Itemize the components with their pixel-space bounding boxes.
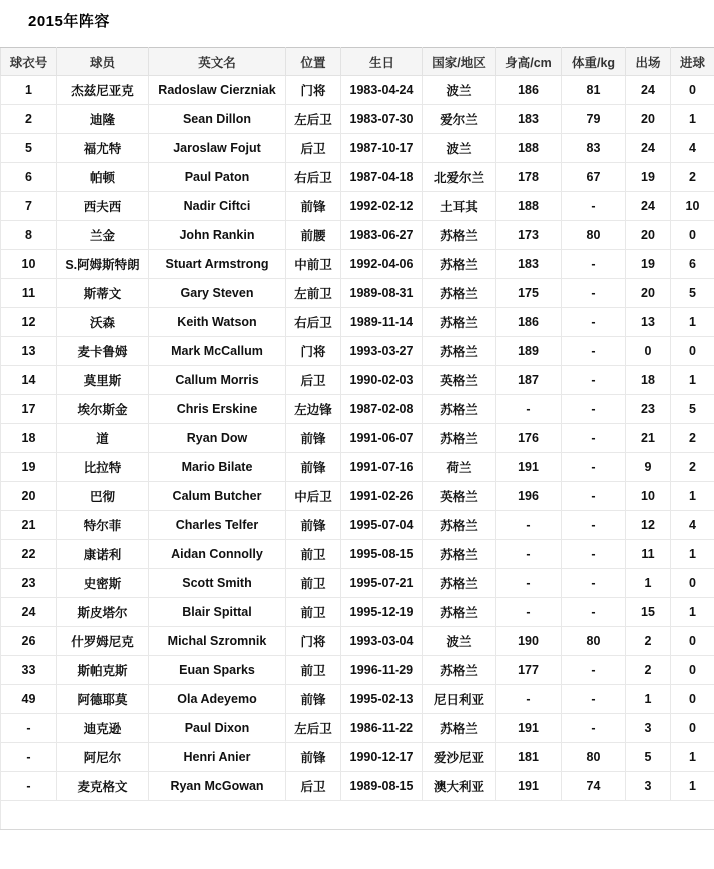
table-cell: 9 xyxy=(626,453,671,482)
table-cell: 斯蒂文 xyxy=(57,279,149,308)
table-cell: 道 xyxy=(57,424,149,453)
table-cell: 5 xyxy=(671,395,714,424)
squad-table xyxy=(0,47,714,830)
table-cell: 14 xyxy=(1,366,57,395)
table-cell: 1 xyxy=(671,540,714,569)
table-cell: 比拉特 xyxy=(57,453,149,482)
table-cell: 埃尔斯金 xyxy=(57,395,149,424)
table-row xyxy=(1,134,714,163)
table-cell: 67 xyxy=(562,163,626,192)
table-cell: 前锋 xyxy=(286,511,341,540)
table-cell: 苏格兰 xyxy=(423,308,496,337)
table-cell: 苏格兰 xyxy=(423,540,496,569)
table-cell: - xyxy=(562,337,626,366)
table-cell: 苏格兰 xyxy=(423,221,496,250)
table-cell: 苏格兰 xyxy=(423,337,496,366)
table-cell: 191 xyxy=(496,714,562,743)
table-row xyxy=(1,308,714,337)
table-cell: 13 xyxy=(626,308,671,337)
table-row xyxy=(1,511,714,540)
table-row xyxy=(1,366,714,395)
table-cell: 1993-03-27 xyxy=(341,337,423,366)
table-cell: 苏格兰 xyxy=(423,656,496,685)
table-cell: 183 xyxy=(496,105,562,134)
table-cell: 后卫 xyxy=(286,134,341,163)
table-cell: 5 xyxy=(671,279,714,308)
table-cell: 2 xyxy=(626,627,671,656)
table-cell: 门将 xyxy=(286,627,341,656)
table-cell: 11 xyxy=(626,540,671,569)
table-cell: - xyxy=(562,366,626,395)
table-cell: 1 xyxy=(671,598,714,627)
table-cell: 0 xyxy=(671,221,714,250)
table-cell: 20 xyxy=(1,482,57,511)
table-cell: - xyxy=(562,685,626,714)
table-cell: 1 xyxy=(626,569,671,598)
table-cell: 沃森 xyxy=(57,308,149,337)
table-cell: 0 xyxy=(671,627,714,656)
table-cell: - xyxy=(496,598,562,627)
table-cell: 英格兰 xyxy=(423,366,496,395)
table-cell: 帕顿 xyxy=(57,163,149,192)
page-title: 2015年阵容 xyxy=(28,13,110,30)
table-cell: 左边锋 xyxy=(286,395,341,424)
table-cell: - xyxy=(562,250,626,279)
table-cell: Ola Adeyemo xyxy=(149,685,286,714)
table-cell: 7 xyxy=(1,192,57,221)
table-cell: John Rankin xyxy=(149,221,286,250)
table-cell: Nadir Ciftci xyxy=(149,192,286,221)
table-cell: 1 xyxy=(1,76,57,105)
table-cell: - xyxy=(562,656,626,685)
table-cell: Keith Watson xyxy=(149,308,286,337)
table-cell: 1995-07-04 xyxy=(341,511,423,540)
table-cell: 1990-12-17 xyxy=(341,743,423,772)
table-cell: 左前卫 xyxy=(286,279,341,308)
table-cell: 1 xyxy=(671,308,714,337)
column-header: 英文名 xyxy=(149,48,286,76)
table-cell: 阿尼尔 xyxy=(57,743,149,772)
table-cell: 前锋 xyxy=(286,192,341,221)
table-row xyxy=(1,540,714,569)
table-cell: - xyxy=(562,540,626,569)
table-cell: - xyxy=(562,511,626,540)
table-cell: 17 xyxy=(1,395,57,424)
table-cell: Blair Spittal xyxy=(149,598,286,627)
table-cell: 178 xyxy=(496,163,562,192)
table-cell: 1991-02-26 xyxy=(341,482,423,511)
table-cell: 西夫西 xyxy=(57,192,149,221)
table-cell: 2 xyxy=(671,453,714,482)
table-cell: 1987-02-08 xyxy=(341,395,423,424)
table-cell: 2 xyxy=(671,424,714,453)
table-cell: Sean Dillon xyxy=(149,105,286,134)
table-cell: 20 xyxy=(626,279,671,308)
table-cell: 2 xyxy=(671,163,714,192)
table-cell: 183 xyxy=(496,250,562,279)
table-cell: 1990-02-03 xyxy=(341,366,423,395)
table-cell: 1 xyxy=(671,482,714,511)
table-cell: - xyxy=(562,453,626,482)
table-cell: 1 xyxy=(671,743,714,772)
table-cell: 1 xyxy=(671,366,714,395)
table-cell: 前锋 xyxy=(286,743,341,772)
table-cell: 福尤特 xyxy=(57,134,149,163)
table-cell: 1995-08-15 xyxy=(341,540,423,569)
table-cell: 189 xyxy=(496,337,562,366)
table-row xyxy=(1,76,714,105)
column-header: 球衣号 xyxy=(1,48,57,76)
table-footer-cell xyxy=(1,801,714,830)
table-cell: 5 xyxy=(1,134,57,163)
table-row xyxy=(1,221,714,250)
column-header: 身高/cm xyxy=(496,48,562,76)
table-cell: Stuart Armstrong xyxy=(149,250,286,279)
table-cell: 4 xyxy=(671,511,714,540)
table-cell: 187 xyxy=(496,366,562,395)
table-row xyxy=(1,453,714,482)
table-cell: 0 xyxy=(671,714,714,743)
table-cell: 荷兰 xyxy=(423,453,496,482)
table-cell: 土耳其 xyxy=(423,192,496,221)
table-cell: 173 xyxy=(496,221,562,250)
table-cell: 3 xyxy=(626,714,671,743)
table-cell: Paul Dixon xyxy=(149,714,286,743)
table-footer xyxy=(1,801,714,830)
table-cell: 1983-07-30 xyxy=(341,105,423,134)
table-cell: 波兰 xyxy=(423,627,496,656)
table-cell: 1989-08-31 xyxy=(341,279,423,308)
table-cell: 康诺利 xyxy=(57,540,149,569)
table-cell: 81 xyxy=(562,76,626,105)
table-cell: 1 xyxy=(671,105,714,134)
table-cell: 4 xyxy=(671,134,714,163)
table-cell: 北爱尔兰 xyxy=(423,163,496,192)
table-cell: 24 xyxy=(626,192,671,221)
table-cell: 特尔菲 xyxy=(57,511,149,540)
table-cell: 门将 xyxy=(286,76,341,105)
table-cell: 前卫 xyxy=(286,569,341,598)
table-cell: - xyxy=(562,308,626,337)
table-cell: 左后卫 xyxy=(286,714,341,743)
table-cell: 前锋 xyxy=(286,424,341,453)
table-cell: 15 xyxy=(626,598,671,627)
table-cell: 186 xyxy=(496,76,562,105)
table-cell: 右后卫 xyxy=(286,163,341,192)
table-cell: 1993-03-04 xyxy=(341,627,423,656)
table-cell: 80 xyxy=(562,221,626,250)
table-cell: - xyxy=(1,743,57,772)
table-row xyxy=(1,105,714,134)
table-row xyxy=(1,685,714,714)
table-row xyxy=(1,337,714,366)
table-cell: 49 xyxy=(1,685,57,714)
table-cell: - xyxy=(496,685,562,714)
table-cell: 波兰 xyxy=(423,76,496,105)
table-cell: 波兰 xyxy=(423,134,496,163)
table-cell: Paul Paton xyxy=(149,163,286,192)
table-cell: 83 xyxy=(562,134,626,163)
table-footer-row xyxy=(1,801,714,830)
table-row xyxy=(1,395,714,424)
table-cell: 1991-06-07 xyxy=(341,424,423,453)
table-cell: Michal Szromnik xyxy=(149,627,286,656)
table-row xyxy=(1,424,714,453)
table-cell: 6 xyxy=(1,163,57,192)
table-cell: 190 xyxy=(496,627,562,656)
table-row xyxy=(1,656,714,685)
table-row xyxy=(1,250,714,279)
table-cell: 苏格兰 xyxy=(423,424,496,453)
table-cell: Radoslaw Cierzniak xyxy=(149,76,286,105)
table-cell: 3 xyxy=(626,772,671,801)
table-cell: 苏格兰 xyxy=(423,511,496,540)
table-cell: 1 xyxy=(626,685,671,714)
table-cell: 史密斯 xyxy=(57,569,149,598)
table-cell: Henri Anier xyxy=(149,743,286,772)
table-cell: 24 xyxy=(626,76,671,105)
table-cell: 爱沙尼亚 xyxy=(423,743,496,772)
table-cell: 1995-12-19 xyxy=(341,598,423,627)
table-cell: 苏格兰 xyxy=(423,279,496,308)
table-cell: - xyxy=(496,511,562,540)
table-cell: Gary Steven xyxy=(149,279,286,308)
table-cell: 1986-11-22 xyxy=(341,714,423,743)
table-cell: 18 xyxy=(1,424,57,453)
table-cell: 10 xyxy=(626,482,671,511)
table-cell: 后卫 xyxy=(286,366,341,395)
table-cell: 右后卫 xyxy=(286,308,341,337)
table-cell: 0 xyxy=(626,337,671,366)
table-cell: 80 xyxy=(562,743,626,772)
table-cell: 爱尔兰 xyxy=(423,105,496,134)
table-cell: 24 xyxy=(626,134,671,163)
table-cell: - xyxy=(562,598,626,627)
table-cell: 0 xyxy=(671,76,714,105)
table-cell: 22 xyxy=(1,540,57,569)
table-row xyxy=(1,772,714,801)
table-body xyxy=(1,76,714,801)
table-cell: 177 xyxy=(496,656,562,685)
table-cell: - xyxy=(562,424,626,453)
table-cell: - xyxy=(496,569,562,598)
table-cell: - xyxy=(562,482,626,511)
table-cell: 后卫 xyxy=(286,772,341,801)
table-header-row xyxy=(1,48,714,76)
table-cell: 10 xyxy=(671,192,714,221)
table-cell: 181 xyxy=(496,743,562,772)
table-row xyxy=(1,627,714,656)
table-cell: 1995-07-21 xyxy=(341,569,423,598)
table-row xyxy=(1,743,714,772)
table-cell: 苏格兰 xyxy=(423,395,496,424)
column-header: 生日 xyxy=(341,48,423,76)
table-cell: 前卫 xyxy=(286,598,341,627)
table-cell: 1983-04-24 xyxy=(341,76,423,105)
table-cell: 什罗姆尼克 xyxy=(57,627,149,656)
table-cell: 尼日利亚 xyxy=(423,685,496,714)
table-cell: - xyxy=(1,772,57,801)
table-cell: 0 xyxy=(671,656,714,685)
table-cell: 1989-11-14 xyxy=(341,308,423,337)
table-cell: 19 xyxy=(626,163,671,192)
table-row xyxy=(1,163,714,192)
table-cell: 20 xyxy=(626,105,671,134)
table-cell: - xyxy=(562,192,626,221)
table-cell: 前卫 xyxy=(286,656,341,685)
table-cell: 8 xyxy=(1,221,57,250)
table-cell: 0 xyxy=(671,337,714,366)
table-cell: Mark McCallum xyxy=(149,337,286,366)
table-cell: 186 xyxy=(496,308,562,337)
table-cell: Calum Butcher xyxy=(149,482,286,511)
table-cell: 19 xyxy=(626,250,671,279)
table-row xyxy=(1,279,714,308)
table-cell: 13 xyxy=(1,337,57,366)
table-header xyxy=(1,48,714,76)
table-cell: 莫里斯 xyxy=(57,366,149,395)
table-cell: 23 xyxy=(1,569,57,598)
table-cell: 23 xyxy=(626,395,671,424)
table-cell: 苏格兰 xyxy=(423,250,496,279)
table-cell: 前锋 xyxy=(286,453,341,482)
table-cell: 196 xyxy=(496,482,562,511)
table-row xyxy=(1,482,714,511)
table-cell: Aidan Connolly xyxy=(149,540,286,569)
table-cell: 20 xyxy=(626,221,671,250)
table-cell: 24 xyxy=(1,598,57,627)
table-cell: 0 xyxy=(671,569,714,598)
table-cell: 11 xyxy=(1,279,57,308)
table-cell: 6 xyxy=(671,250,714,279)
table-cell: - xyxy=(496,395,562,424)
table-cell: 杰兹尼亚克 xyxy=(57,76,149,105)
table-cell: 80 xyxy=(562,627,626,656)
table-cell: Chris Erskine xyxy=(149,395,286,424)
table-cell: 175 xyxy=(496,279,562,308)
table-cell: 0 xyxy=(671,685,714,714)
table-cell: Scott Smith xyxy=(149,569,286,598)
column-header: 体重/kg xyxy=(562,48,626,76)
table-cell: Callum Morris xyxy=(149,366,286,395)
table-cell: 苏格兰 xyxy=(423,598,496,627)
table-cell: 79 xyxy=(562,105,626,134)
table-row xyxy=(1,598,714,627)
table-cell: 191 xyxy=(496,453,562,482)
table-cell: 兰金 xyxy=(57,221,149,250)
table-cell: 18 xyxy=(626,366,671,395)
table-cell: 阿德耶莫 xyxy=(57,685,149,714)
table-cell: 麦克格文 xyxy=(57,772,149,801)
table-cell: 澳大利亚 xyxy=(423,772,496,801)
table-cell: 前锋 xyxy=(286,685,341,714)
table-cell: 门将 xyxy=(286,337,341,366)
table-cell: Charles Telfer xyxy=(149,511,286,540)
table-cell: 斯皮塔尔 xyxy=(57,598,149,627)
table-cell: Mario Bilate xyxy=(149,453,286,482)
table-cell: S.阿姆斯特朗 xyxy=(57,250,149,279)
table-cell: 前腰 xyxy=(286,221,341,250)
table-cell: 巴彻 xyxy=(57,482,149,511)
column-header: 位置 xyxy=(286,48,341,76)
table-cell: 1987-10-17 xyxy=(341,134,423,163)
column-header: 球员 xyxy=(57,48,149,76)
table-cell: 1987-04-18 xyxy=(341,163,423,192)
table-cell: - xyxy=(1,714,57,743)
table-cell: 191 xyxy=(496,772,562,801)
table-cell: Ryan McGowan xyxy=(149,772,286,801)
table-cell: Ryan Dow xyxy=(149,424,286,453)
table-cell: 1983-06-27 xyxy=(341,221,423,250)
table-cell: 麦卡鲁姆 xyxy=(57,337,149,366)
table-cell: - xyxy=(562,569,626,598)
table-cell: 33 xyxy=(1,656,57,685)
table-cell: - xyxy=(496,540,562,569)
table-cell: 1991-07-16 xyxy=(341,453,423,482)
table-cell: 21 xyxy=(1,511,57,540)
table-cell: 12 xyxy=(1,308,57,337)
table-cell: 1989-08-15 xyxy=(341,772,423,801)
table-cell: - xyxy=(562,714,626,743)
table-cell: 苏格兰 xyxy=(423,569,496,598)
table-cell: 1 xyxy=(671,772,714,801)
table-cell: 5 xyxy=(626,743,671,772)
table-cell: 2 xyxy=(1,105,57,134)
table-cell: 左后卫 xyxy=(286,105,341,134)
column-header: 出场 xyxy=(626,48,671,76)
table-cell: 苏格兰 xyxy=(423,714,496,743)
table-cell: - xyxy=(562,395,626,424)
table-cell: 74 xyxy=(562,772,626,801)
table-cell: 1992-04-06 xyxy=(341,250,423,279)
table-cell: 前卫 xyxy=(286,540,341,569)
table-cell: 1992-02-12 xyxy=(341,192,423,221)
table-row xyxy=(1,569,714,598)
table-row xyxy=(1,714,714,743)
table-cell: 英格兰 xyxy=(423,482,496,511)
table-cell: 1995-02-13 xyxy=(341,685,423,714)
table-cell: 10 xyxy=(1,250,57,279)
table-cell: 中后卫 xyxy=(286,482,341,511)
table-cell: 中前卫 xyxy=(286,250,341,279)
table-cell: 26 xyxy=(1,627,57,656)
table-cell: 2 xyxy=(626,656,671,685)
table-cell: 188 xyxy=(496,134,562,163)
table-cell: 迪隆 xyxy=(57,105,149,134)
table-cell: 176 xyxy=(496,424,562,453)
table-cell: 19 xyxy=(1,453,57,482)
column-header: 进球 xyxy=(671,48,714,76)
table-cell: 12 xyxy=(626,511,671,540)
table-row xyxy=(1,192,714,221)
table-cell: 188 xyxy=(496,192,562,221)
table-cell: Jaroslaw Fojut xyxy=(149,134,286,163)
table-cell: 斯帕克斯 xyxy=(57,656,149,685)
table-cell: - xyxy=(562,279,626,308)
table-cell: Euan Sparks xyxy=(149,656,286,685)
table-cell: 迪克逊 xyxy=(57,714,149,743)
column-header: 国家/地区 xyxy=(423,48,496,76)
table-cell: 1996-11-29 xyxy=(341,656,423,685)
table-cell: 21 xyxy=(626,424,671,453)
